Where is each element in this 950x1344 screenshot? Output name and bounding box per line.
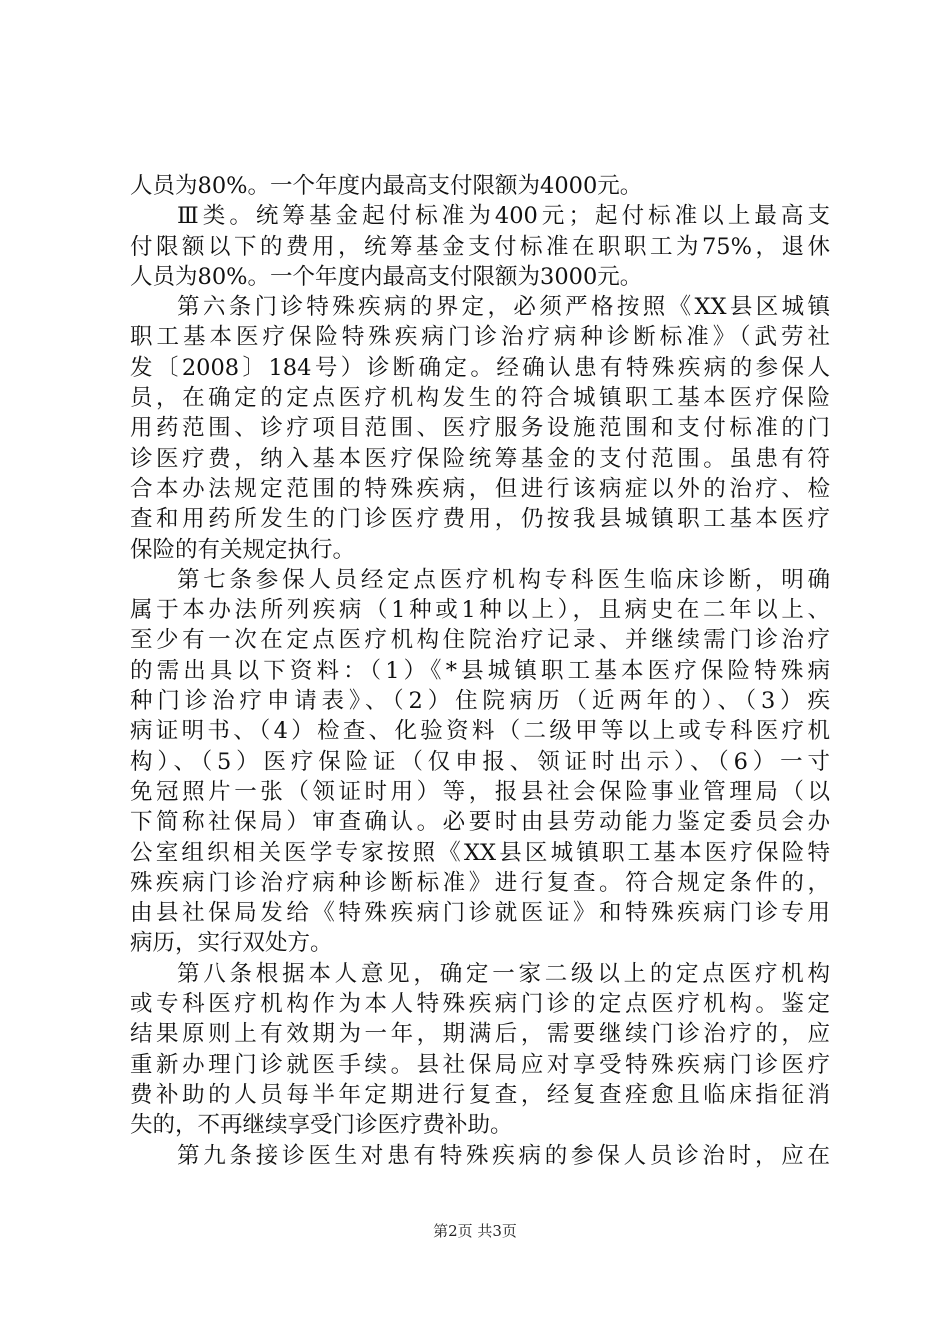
text-line: 公室组织相关医学专家按照《XX县区城镇职工基本医疗保险特 — [130, 839, 830, 866]
text-line: 失的，不再继续享受门诊医疗费补助。 — [130, 1112, 513, 1139]
text-line: 付限额以下的费用，统筹基金支付标准在职职工为75%，退休 — [130, 233, 830, 260]
text-line: 下简称社保局）审查确认。必要时由县劳动能力鉴定委员会办 — [130, 809, 830, 836]
text-line: 结果原则上有效期为一年，期满后，需要继续门诊治疗的，应 — [130, 1021, 830, 1048]
text-line: 费补助的人员每半年定期进行复查，经复查痊愈且临床指征消 — [130, 1081, 830, 1108]
text-line: 的需出具以下资料：（1）《*县城镇职工基本医疗保险特殊病 — [130, 657, 830, 684]
page-footer: 第2页 共3页 — [433, 1222, 517, 1240]
text-line: 第七条参保人员经定点医疗机构专科医生临床诊断，明确 — [177, 566, 830, 593]
text-line: 殊疾病门诊治疗病种诊断标准》进行复查。符合规定条件的， — [130, 869, 830, 896]
text-line: 职工基本医疗保险特殊疾病门诊治疗病种诊断标准》（武劳社 — [130, 324, 830, 351]
text-line: 保险的有关规定执行。 — [130, 536, 356, 563]
text-line: 或专科医疗机构作为本人特殊疾病门诊的定点医疗机构。鉴定 — [130, 991, 830, 1018]
text-line: 病历，实行双处方。 — [130, 930, 333, 957]
text-line: 第六条门诊特殊疾病的界定，必须严格按照《XX县区城镇 — [177, 294, 830, 321]
text-line: 发〔2008〕184号）诊断确定。经确认患有特殊疾病的参保人 — [130, 354, 830, 381]
text-line: 种门诊治疗申请表》、（2）住院病历（近两年的）、（3）疾 — [130, 688, 830, 715]
text-line: 至少有一次在定点医疗机构住院治疗记录、并继续需门诊治疗 — [130, 627, 830, 654]
text-line: 用药范围、诊疗项目范围、医疗服务设施范围和支付标准的门 — [130, 415, 830, 442]
text-line: 员，在确定的定点医疗机构发生的符合城镇职工基本医疗保险 — [130, 385, 830, 412]
text-line: 第八条根据本人意见，确定一家二级以上的定点医疗机构 — [177, 960, 830, 987]
text-line: 第九条接诊医生对患有特殊疾病的参保人员诊治时，应在 — [177, 1142, 830, 1169]
document-body — [130, 171, 830, 1171]
text-line: 诊医疗费，纳入基本医疗保险统筹基金的支付范围。虽患有符 — [130, 445, 830, 472]
text-line: Ⅲ类。统筹基金起付标准为400元；起付标准以上最高支 — [177, 203, 830, 230]
text-line: 病证明书、（4）检查、化验资料（二级甲等以上或专科医疗机 — [130, 718, 830, 745]
text-line: 构）、（5）医疗保险证（仅申报、领证时出示）、（6）一寸 — [130, 748, 830, 775]
text-line: 查和用药所发生的门诊医疗费用，仍按我县城镇职工基本医疗 — [130, 506, 830, 533]
text-line: 人员为80%。一个年度内最高支付限额为4000元。 — [130, 173, 643, 199]
text-line: 人员为80%。一个年度内最高支付限额为3000元。 — [130, 263, 643, 290]
text-line: 由县社保局发给《特殊疾病门诊就医证》和特殊疾病门诊专用 — [130, 900, 830, 927]
text-line: 免冠照片一张（领证时用）等，报县社会保险事业管理局（以 — [130, 778, 830, 805]
text-line: 重新办理门诊就医手续。县社保局应对享受特殊疾病门诊医疗 — [130, 1051, 830, 1078]
text-line: 属于本办法所列疾病（1种或1种以上），且病史在二年以上、 — [130, 597, 830, 624]
text-line: 合本办法规定范围的特殊疾病，但进行该病症以外的治疗、检 — [130, 475, 830, 502]
